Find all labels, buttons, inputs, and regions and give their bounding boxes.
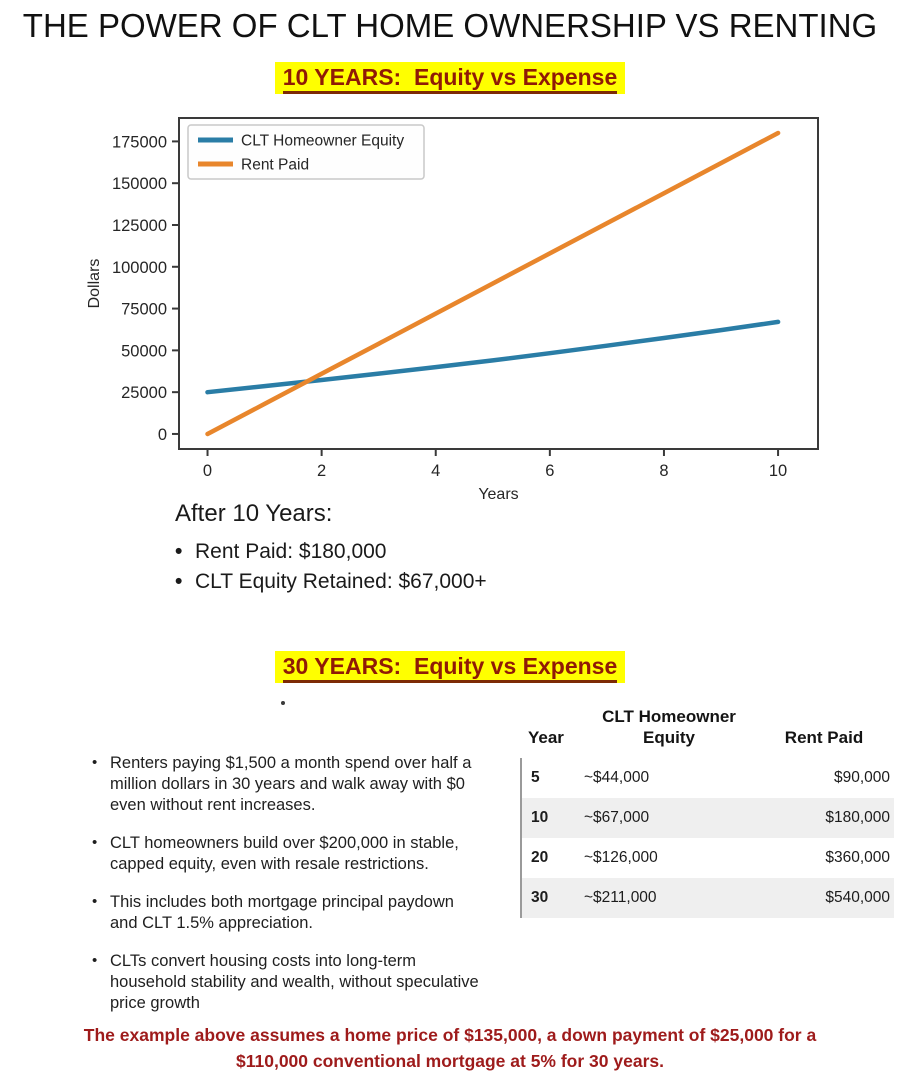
bullet-dot-icon: •: [92, 893, 98, 910]
table-body: [520, 758, 894, 918]
after-bullet-equity-text: CLT Equity Retained: $67,000+: [195, 570, 487, 593]
y-tick-label: 100000: [111, 258, 167, 277]
x-axis-label: Years: [478, 486, 519, 503]
series-line-equity: [208, 322, 779, 392]
section-10yr-heading-row: [0, 62, 900, 94]
cell-equity: ~$126,000: [584, 849, 658, 866]
bullet-homeowners-text: CLT homeowners build over $200,000 in stable, capped equity, even with resale restrictions.: [110, 834, 459, 873]
section-10yr-heading-highlight: [275, 62, 626, 94]
y-tick-label: 150000: [111, 175, 167, 194]
bullet-dot-icon: •: [175, 570, 183, 593]
section-10yr-heading: 10 YEARS: Equity vs Expense: [283, 64, 618, 94]
bullet-dot-icon: •: [92, 754, 98, 771]
cell-rent: $360,000: [825, 849, 890, 866]
header-clt-equity: CLT Homeowner Equity: [602, 707, 736, 747]
cell-equity: ~$44,000: [584, 769, 650, 786]
assumptions-footer: [40, 1022, 860, 1074]
y-tick-label: 25000: [121, 384, 167, 403]
table-header-row: [520, 706, 894, 758]
bullet-renters: [88, 753, 480, 816]
x-tick-label: 10: [768, 462, 788, 480]
stray-bullet-dot: [281, 701, 285, 705]
table-row: [522, 758, 894, 798]
bullet-renters-text: Renters paying $1,500 a month spend over half a million dollars in 30 years and walk away with $0 even without rent increases.: [110, 754, 472, 814]
y-axis-label: Dollars: [86, 258, 103, 309]
x-tick-label: 0: [202, 462, 213, 480]
section-30yr-heading-highlight: [275, 651, 626, 683]
bullet-dot-icon: •: [92, 834, 98, 851]
y-tick-label: 50000: [121, 342, 167, 361]
bullet-homeowners: [88, 833, 480, 875]
section-30yr-heading: 30 YEARS: Equity vs Expense: [283, 653, 618, 683]
bullet-dot-icon: •: [175, 540, 183, 563]
y-tick-label: 0: [157, 425, 167, 444]
footer-line-1: The example above assumes a home price of $135,000, a down payment of $25,000 for a: [83, 1025, 817, 1045]
page-title: THE POWER OF CLT HOME OWNERSHIP VS RENTING: [22, 7, 878, 44]
table-row: [522, 878, 894, 918]
after-10-years-title: After 10 Years:: [175, 500, 333, 527]
y-tick-label: 175000: [111, 133, 167, 152]
cell-year: 10: [531, 809, 549, 826]
line-chart-svg: [85, 107, 830, 505]
bullet-stability: [88, 951, 480, 1014]
y-tick-label: 125000: [111, 216, 167, 235]
footer-line-2: $110,000 conventional mortgage at 5% for 30 years.: [236, 1051, 664, 1071]
after-bullet-rent: [175, 537, 655, 567]
cell-year: 5: [531, 769, 540, 786]
header-rent-paid: Rent Paid: [784, 728, 864, 747]
legend-label: CLT Homeowner Equity: [241, 132, 405, 150]
table-row: [522, 838, 894, 878]
equity-vs-rent-chart: [85, 107, 830, 505]
x-tick-label: 4: [431, 462, 441, 480]
after-10-years-bullet-list: [175, 537, 655, 597]
table-row: [522, 798, 894, 838]
section-30yr-bullet-list: [88, 753, 480, 1031]
after-bullet-equity: [175, 567, 655, 597]
bullet-dot-icon: •: [92, 952, 98, 969]
x-tick-label: 6: [545, 462, 555, 480]
section-30yr-heading-row: [0, 651, 900, 683]
x-tick-label: 2: [317, 462, 327, 480]
after-10-years-summary: [175, 500, 655, 597]
y-tick-label: 75000: [121, 300, 167, 319]
bullet-principal-text: This includes both mortgage principal paydown and CLT 1.5% appreciation.: [110, 893, 454, 932]
cell-rent: $90,000: [833, 769, 890, 786]
cell-equity: ~$67,000: [584, 809, 650, 826]
cell-rent: $180,000: [825, 809, 890, 826]
cell-year: 30: [531, 889, 549, 906]
x-tick-label: 8: [659, 462, 669, 480]
header-year: Year: [528, 728, 564, 747]
cell-year: 20: [531, 849, 549, 866]
equity-vs-rent-table: [520, 706, 894, 918]
legend-label: Rent Paid: [241, 156, 310, 174]
cell-rent: $540,000: [825, 889, 890, 906]
cell-equity: ~$211,000: [584, 889, 657, 906]
after-bullet-rent-text: Rent Paid: $180,000: [195, 540, 387, 563]
bullet-principal: [88, 892, 480, 934]
bullet-stability-text: CLTs convert housing costs into long-term household stability and wealth, without speculative price growth: [110, 952, 479, 1012]
